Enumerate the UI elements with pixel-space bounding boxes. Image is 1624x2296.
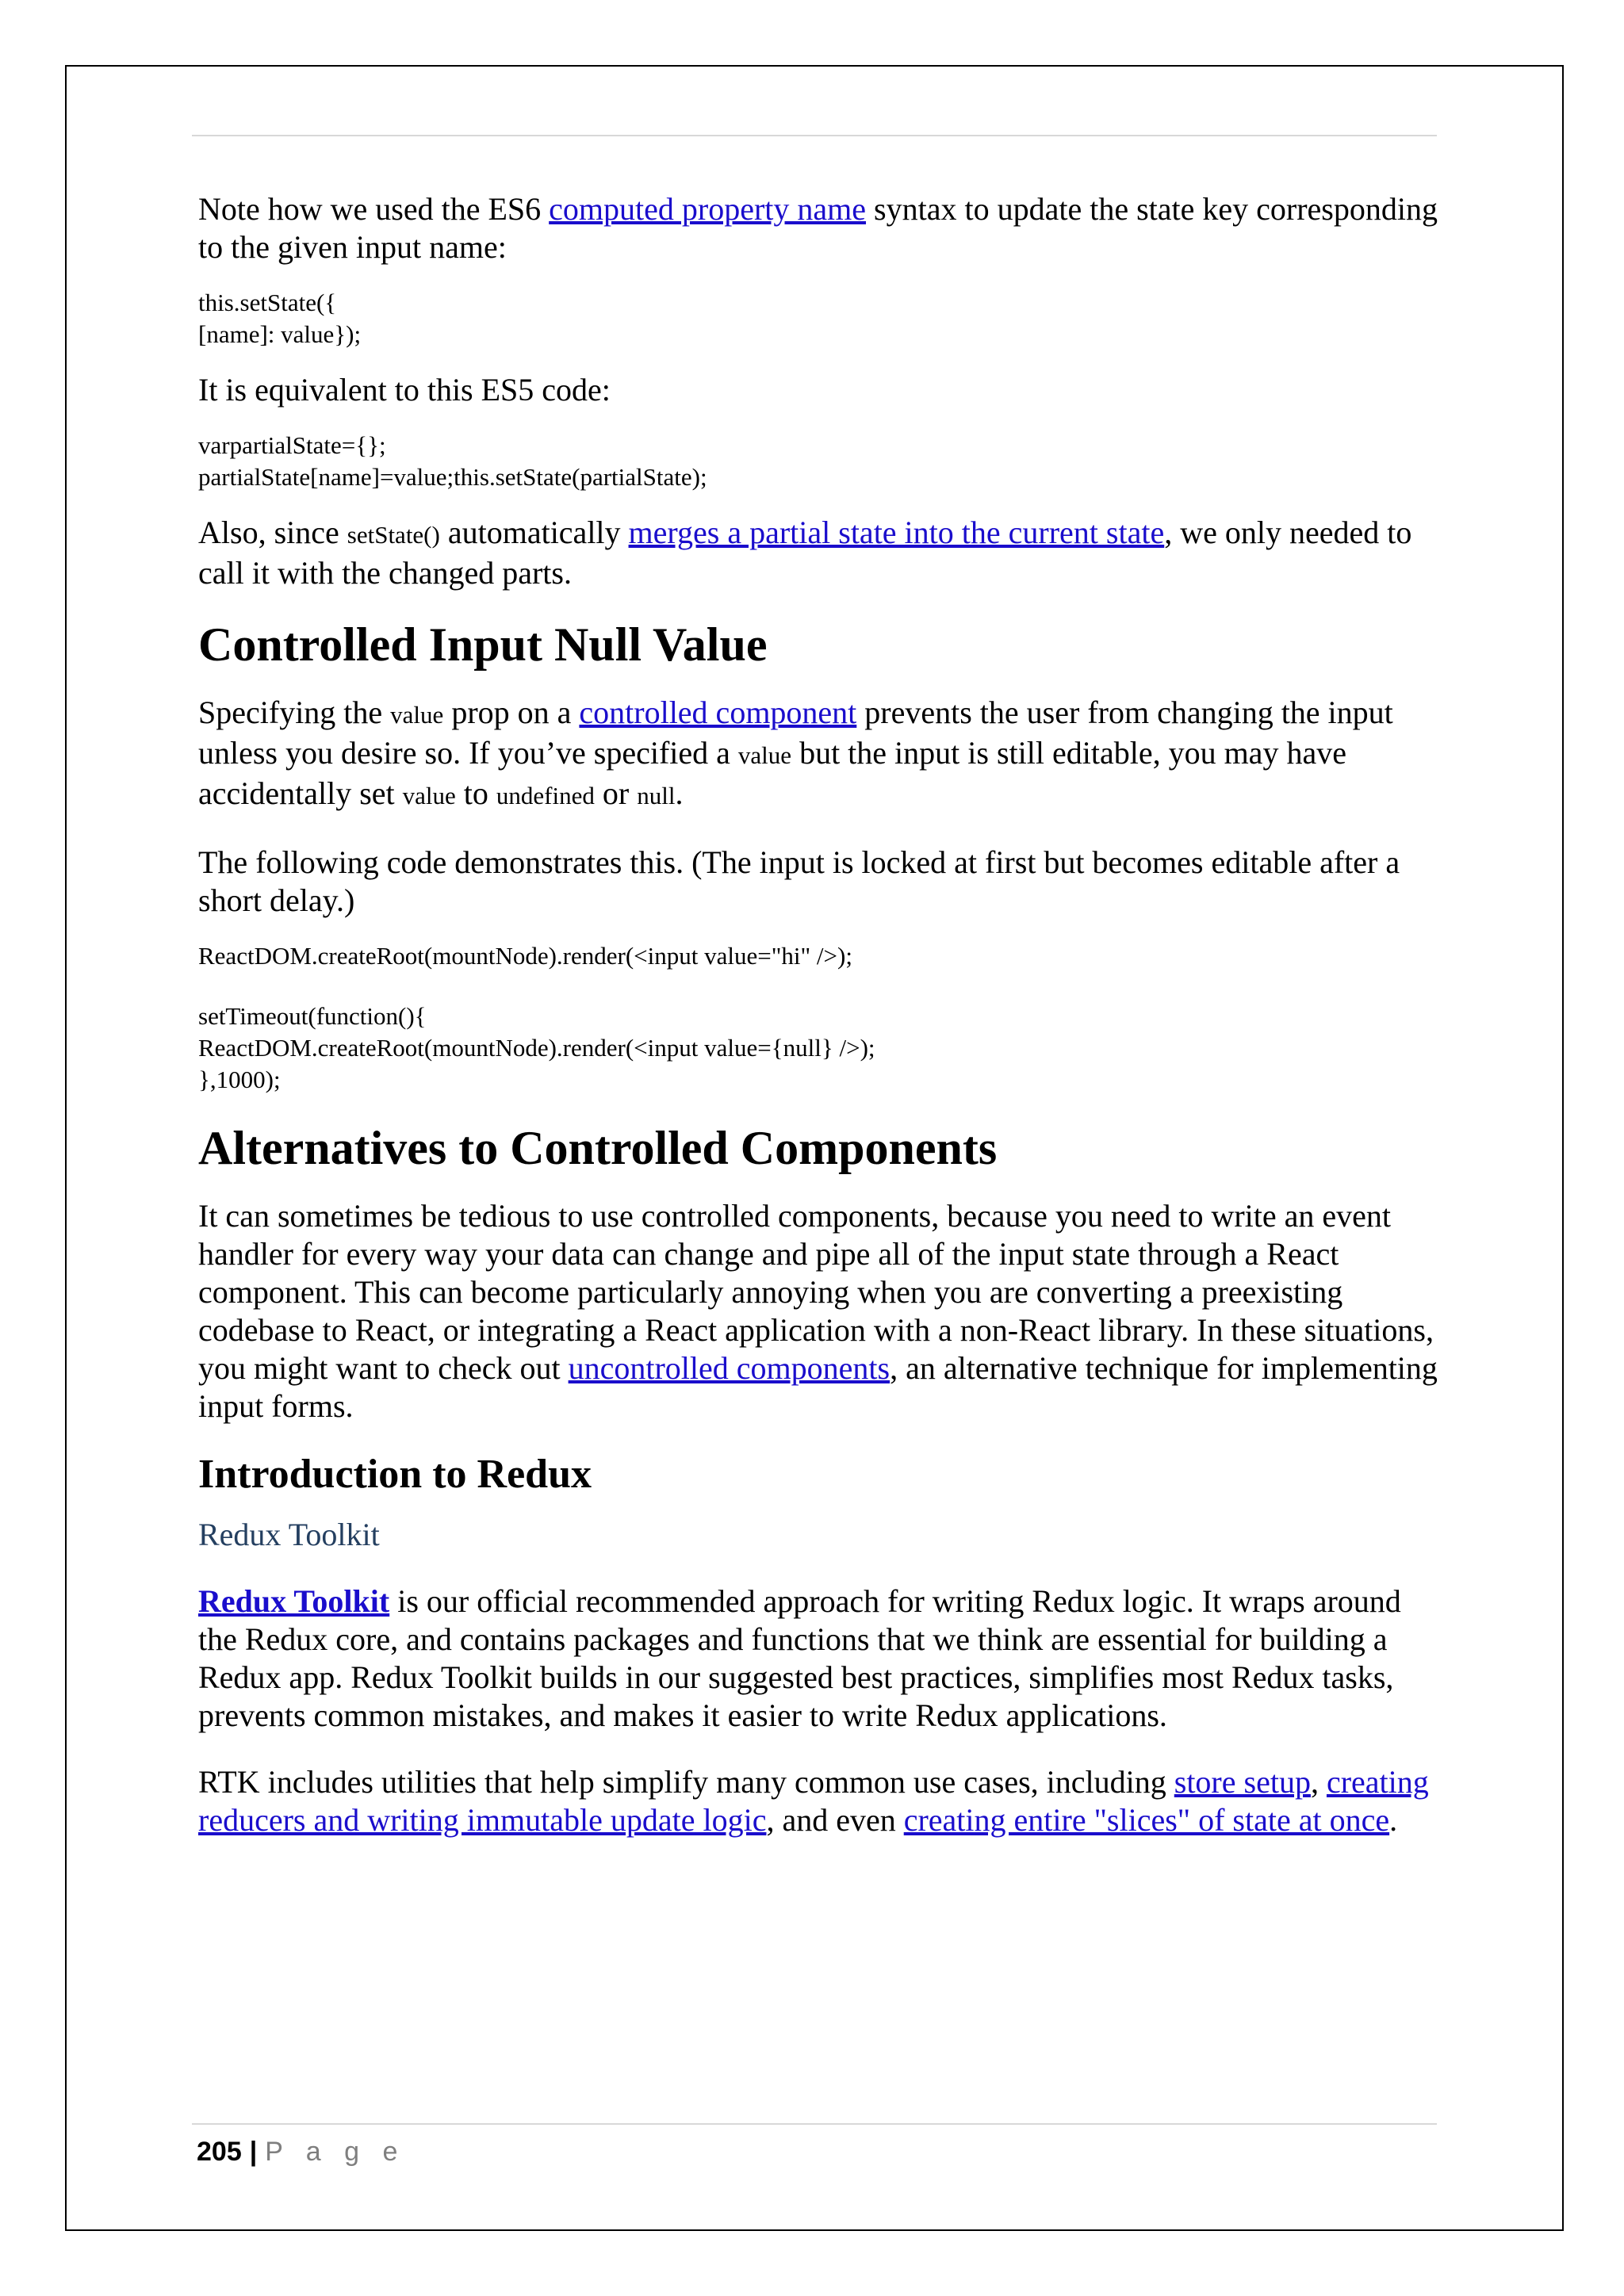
code-line: ReactDOM.createRoot(mountNode).render(<input value="hi" />); bbox=[198, 942, 852, 970]
section1-paragraph-2: The following code demonstrates this. (The input is locked at first but becomes editable after a short delay.) bbox=[198, 844, 1400, 918]
code-line: },1000); bbox=[198, 1066, 281, 1093]
creating-slices-link[interactable]: creating entire "slices" of state at once bbox=[903, 1802, 1390, 1838]
text-run: or bbox=[594, 775, 638, 811]
footer-separator: | bbox=[249, 2137, 258, 2167]
code-block-es5 bbox=[198, 430, 1443, 493]
text-run: but the input is still editable, you may have accidentally set bbox=[198, 735, 1346, 811]
text-run: , an alternative technique for implementing input forms. bbox=[198, 1350, 1438, 1424]
inline-code: setState() bbox=[347, 521, 440, 549]
inline-code: null bbox=[637, 782, 676, 809]
text-run: Also, since bbox=[198, 515, 347, 550]
uncontrolled-components-link[interactable]: uncontrolled components bbox=[568, 1350, 891, 1386]
redux-toolkit-link[interactable]: Redux Toolkit bbox=[198, 1583, 390, 1619]
heading-alternatives-to-controlled-components: Alternatives to Controlled Components bbox=[198, 1122, 998, 1174]
page-content bbox=[198, 190, 1443, 1839]
code-line: ReactDOM.createRoot(mountNode).render(<input value={null} />); bbox=[198, 1034, 875, 1062]
text-run: Note how we used the ES6 bbox=[198, 191, 550, 227]
intro-paragraph-2: It is equivalent to this ES5 code: bbox=[198, 372, 611, 408]
section3-paragraph-1 bbox=[198, 1582, 1443, 1735]
controlled-component-link[interactable]: controlled component bbox=[579, 695, 857, 730]
page-footer bbox=[197, 2136, 405, 2168]
text-run: RTK includes utilities that help simplify many common use cases, including bbox=[198, 1764, 1174, 1800]
text-run: . bbox=[1389, 1802, 1398, 1838]
store-setup-link[interactable]: store setup bbox=[1174, 1764, 1311, 1800]
inline-code: value bbox=[737, 741, 792, 769]
code-block-react-render bbox=[198, 940, 1443, 972]
text-run: Specifying the bbox=[198, 695, 391, 730]
intro-paragraph-3 bbox=[198, 514, 1443, 592]
code-line: partialState[name]=value;this.setState(partialState); bbox=[198, 463, 707, 491]
code-line: varpartialState={}; bbox=[198, 431, 386, 459]
inline-code: value bbox=[390, 701, 444, 729]
creating-reducers-link[interactable]: creating reducers and writing immutable update logic bbox=[198, 1764, 1429, 1838]
text-run: to bbox=[455, 775, 496, 811]
code-line: [name]: value}); bbox=[198, 320, 362, 348]
section1-paragraph-1 bbox=[198, 694, 1443, 815]
code-line: setTimeout(function(){ bbox=[198, 1002, 427, 1030]
computed-property-name-link[interactable]: computed property name bbox=[549, 191, 867, 227]
text-run: . bbox=[675, 775, 684, 811]
section2-paragraph bbox=[198, 1197, 1443, 1425]
text-run: syntax to update the state key corresponding to the given input name: bbox=[198, 191, 1438, 265]
code-block-es6 bbox=[198, 287, 1443, 350]
text-run: It can sometimes be tedious to use controlled components, because you need to write an event handler for every way your data can change and pipe all of the input state through a React component. This can become particularly annoying when you are converting a preexisting codebase to React, or integrating a React application with a non-React library. In these situations, you might want to check out bbox=[198, 1198, 1434, 1386]
heading-controlled-input-null-value: Controlled Input Null Value bbox=[198, 618, 768, 671]
merges-partial-state-link[interactable]: merges a partial state into the current state bbox=[628, 515, 1165, 550]
subtitle-redux-toolkit: Redux Toolkit bbox=[198, 1517, 380, 1552]
text-run: is our official recommended approach for writing Redux logic. It wraps around the Redux core, and contains packages and functions that we think are essential for building a Redux app. Redux Toolkit builds in our suggested best practices, simplifies most Redux tasks, prevents common mistakes, and makes it easier to write Redux applications. bbox=[198, 1583, 1401, 1733]
text-run: prop on a bbox=[443, 695, 580, 730]
code-line: this.setState({ bbox=[198, 289, 337, 316]
text-run: , bbox=[1310, 1764, 1327, 1800]
inline-code: undefined bbox=[496, 782, 595, 809]
heading-introduction-to-redux: Introduction to Redux bbox=[198, 1452, 592, 1497]
code-block-settimeout bbox=[198, 1001, 1443, 1096]
inline-code: value bbox=[402, 782, 456, 809]
section3-paragraph-2 bbox=[198, 1763, 1443, 1839]
intro-paragraph-1 bbox=[198, 190, 1443, 266]
text-run: , we only needed to call it with the changed parts. bbox=[198, 515, 1412, 591]
page-number: 205 bbox=[197, 2137, 242, 2167]
text-run: , and even bbox=[766, 1802, 904, 1838]
header-rule bbox=[192, 135, 1437, 136]
footer-rule bbox=[192, 2123, 1437, 2125]
page-label: P a g e bbox=[265, 2137, 406, 2167]
text-run: prevents the user from changing the input unless you desire so. If you’ve specified a bbox=[198, 695, 1393, 771]
text-run: automatically bbox=[439, 515, 629, 550]
